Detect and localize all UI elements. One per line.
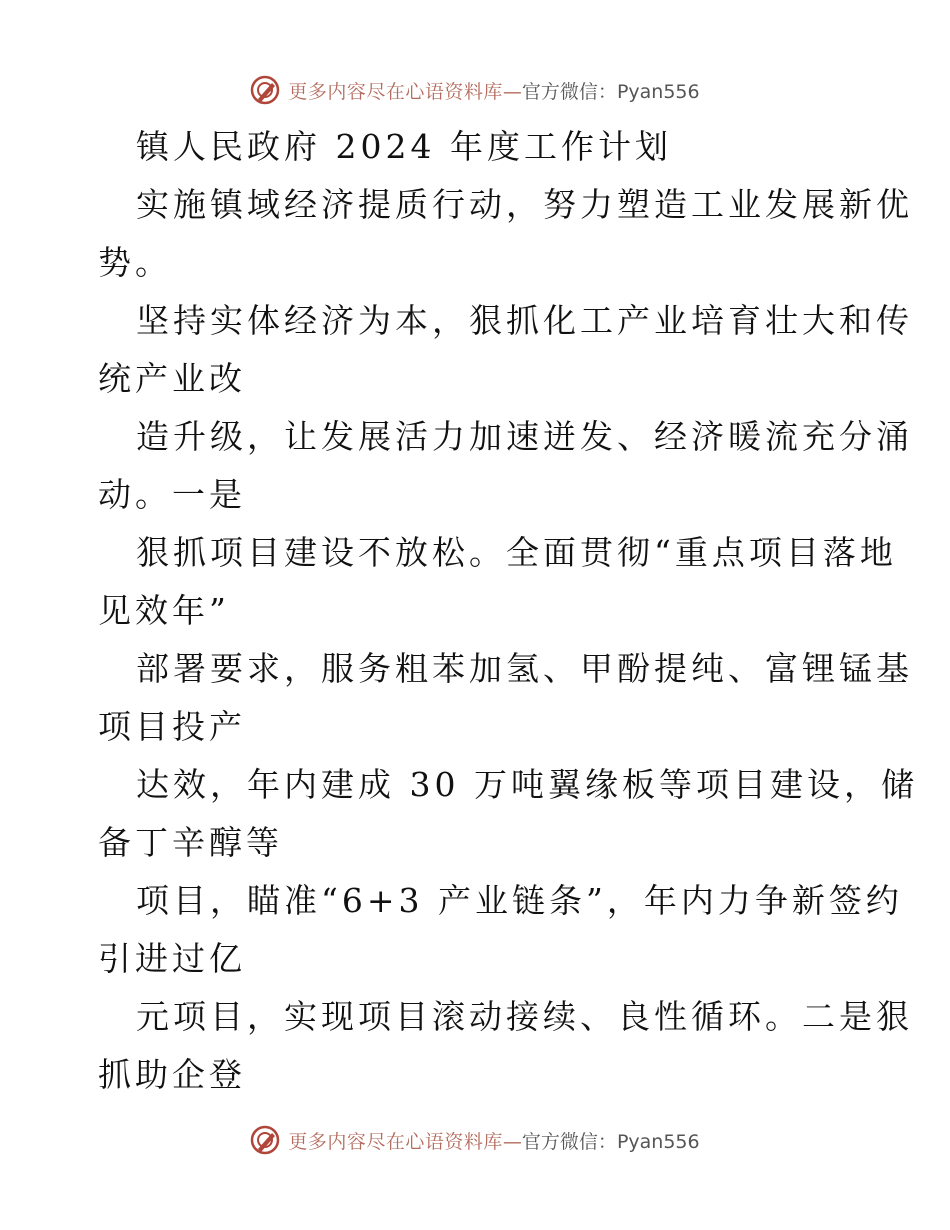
text-line: 动。一是 [98, 475, 246, 514]
text-line: 统产业改 [98, 359, 246, 398]
watermark-wechat-label: 官方微信： [521, 80, 617, 103]
watermark-dash: — [502, 1130, 522, 1153]
text-line: 狠抓项目建设不放松。全面贯彻“重点项目落地 [136, 533, 897, 572]
pen-logo-icon [250, 75, 280, 105]
watermark-slogan: 更多内容尽在心语资料库 [288, 1130, 503, 1153]
text-line: 坚持实体经济为本，狠抓化工产业培育壮大和传 [136, 301, 913, 340]
footer-watermark [0, 1120, 950, 1160]
watermark-slogan: 更多内容尽在心语资料库 [288, 80, 503, 103]
pen-logo-icon [250, 1125, 280, 1155]
watermark-dash: — [502, 80, 522, 103]
text-line: 抓助企登 [98, 1055, 246, 1094]
text-line: 备丁辛醇等 [98, 823, 283, 862]
text-line: 达效，年内建成 30 万吨翼缘板等项目建设，储 [136, 765, 918, 804]
text-line: 见效年” [98, 591, 230, 630]
header-watermark [0, 70, 950, 110]
text-line: 造升级，让发展活力加速迸发、经济暖流充分涌 [136, 417, 913, 456]
text-line: 项目投产 [98, 707, 246, 746]
text-line: 部署要求，服务粗苯加氢、甲酚提纯、富锂锰基 [136, 649, 913, 688]
watermark-wechat-label: 官方微信： [521, 1130, 617, 1153]
document-body [98, 118, 918, 1104]
watermark-wechat-id: Pyan556 [616, 1130, 700, 1153]
watermark-wechat-id: Pyan556 [616, 80, 700, 103]
text-line: 项目，瞄准“6+3 产业链条”，年内力争新签约 [136, 881, 903, 920]
text-line: 势。 [98, 243, 172, 282]
text-line: 镇人民政府 2024 年度工作计划 [136, 127, 672, 166]
text-line: 元项目，实现项目滚动接续、良性循环。二是狠 [136, 997, 913, 1036]
text-line: 实施镇域经济提质行动，努力塑造工业发展新优 [136, 185, 913, 224]
text-line: 引进过亿 [98, 939, 246, 978]
